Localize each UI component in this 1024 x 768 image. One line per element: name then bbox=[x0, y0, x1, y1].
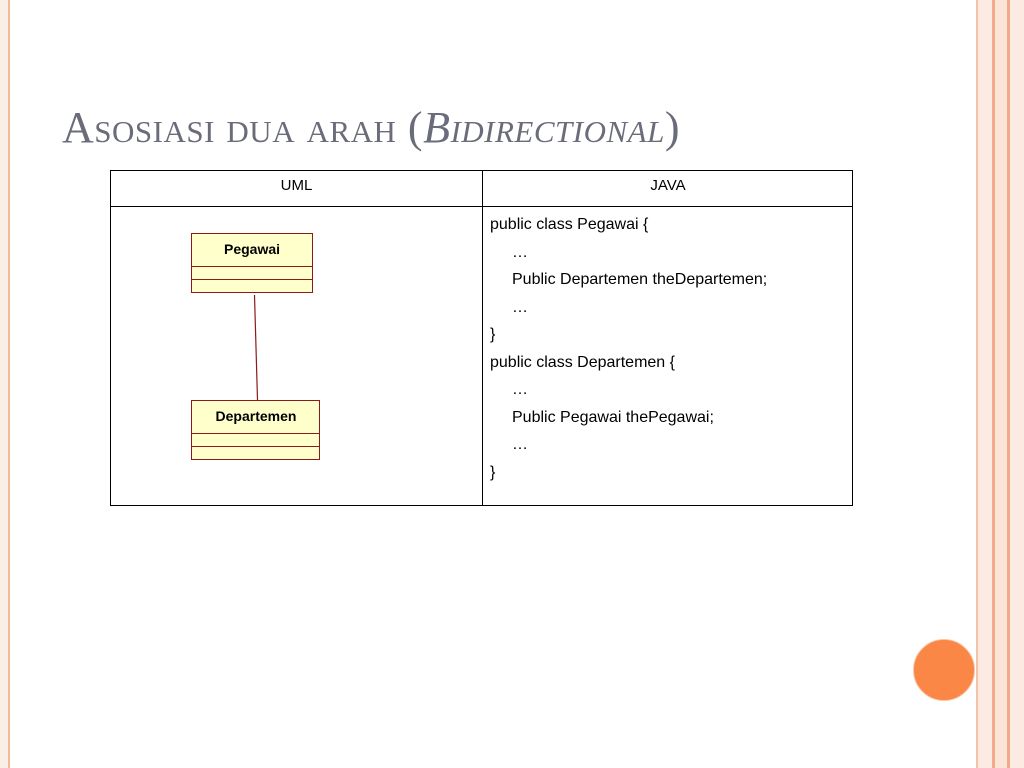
orange-circle-decoration bbox=[913, 639, 975, 701]
title-italic: Bidirectional bbox=[423, 103, 665, 152]
title-close: ) bbox=[664, 103, 680, 152]
uml-diagram-cell bbox=[111, 208, 482, 506]
code-line: … bbox=[512, 381, 528, 398]
column-divider bbox=[482, 171, 483, 505]
header-uml: UML bbox=[280, 177, 313, 194]
header-java: JAVA bbox=[650, 177, 686, 194]
comparison-table bbox=[110, 170, 853, 506]
code-line: } bbox=[490, 463, 496, 481]
left-border-decoration bbox=[0, 0, 10, 768]
java-code-cell bbox=[490, 211, 850, 486]
slide-title bbox=[62, 102, 680, 153]
code-line: … bbox=[512, 298, 528, 316]
association-line bbox=[255, 295, 258, 400]
title-main: Asosiasi dua arah ( bbox=[62, 103, 424, 152]
code-line: Public Departemen theDepartemen; bbox=[512, 271, 768, 288]
code-line: public class Pegawai { bbox=[490, 216, 649, 233]
code-line: … bbox=[512, 436, 528, 453]
right-stripe-decoration bbox=[976, 0, 1024, 768]
code-line: … bbox=[512, 243, 528, 261]
code-line: Public Pegawai thePegawai; bbox=[512, 408, 714, 426]
class-name-departemen: Departemen bbox=[215, 408, 297, 424]
code-line: public class Departemen { bbox=[490, 353, 675, 371]
code-line: } bbox=[490, 326, 496, 343]
class-name-pegawai: Pegawai bbox=[223, 241, 281, 257]
